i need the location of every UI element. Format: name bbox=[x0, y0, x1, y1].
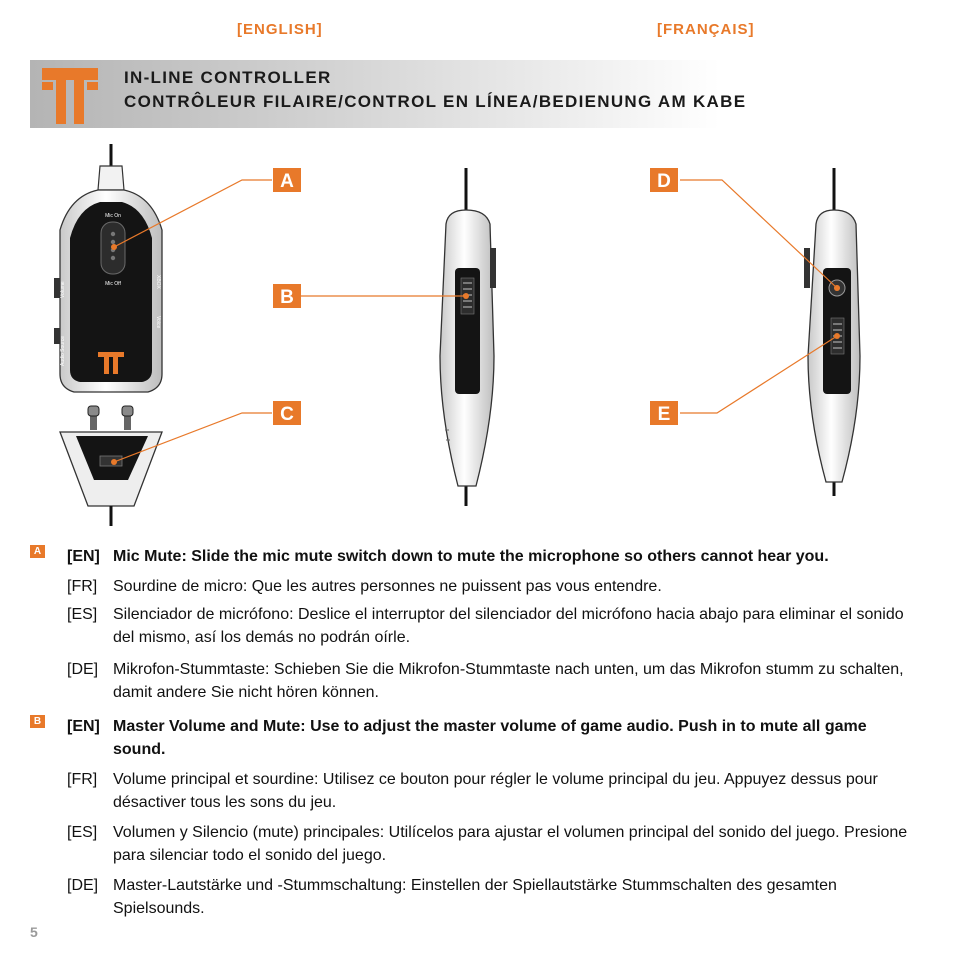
controller-illustration bbox=[0, 130, 954, 530]
entry-text: Volume principal et sourdine: Utilisez ce bouton pour régler le volume principal du jeu. Appuyez dessus pour désactiver tous les sons du jeu. bbox=[113, 771, 878, 811]
page-title: IN-LINE CONTROLLER bbox=[124, 68, 332, 87]
language-label-english: [ENGLISH] bbox=[237, 21, 323, 38]
section-marker-b: B bbox=[30, 715, 45, 728]
entry-text: Volumen y Silencio (mute) principales: Utilícelos para ajustar el volumen principal del sonido del juego. Presione para silenciar todo el sonido del juego. bbox=[113, 824, 908, 864]
language-code: [ES] bbox=[67, 606, 98, 623]
language-code: [DE] bbox=[67, 877, 99, 894]
entry-text: Sourdine de micro: Que les autres personnes ne puissent pas vous entendre. bbox=[113, 578, 662, 595]
svg-text:D: D bbox=[657, 171, 671, 192]
callout-d bbox=[650, 168, 678, 192]
audio-source-label: Audio Source bbox=[60, 335, 66, 366]
mic-on-label: Mic On bbox=[105, 213, 121, 219]
section-marker-a: A bbox=[30, 545, 45, 558]
callout-e bbox=[650, 401, 678, 425]
svg-text:C: C bbox=[280, 404, 294, 425]
svg-text:B: B bbox=[280, 287, 294, 308]
language-code: [ES] bbox=[67, 824, 98, 841]
page-number: 5 bbox=[30, 924, 38, 940]
callout-b bbox=[273, 284, 301, 308]
controller-front-view bbox=[54, 144, 162, 392]
svg-text:A: A bbox=[280, 171, 294, 192]
language-code: [FR] bbox=[67, 771, 98, 788]
callout-c bbox=[273, 401, 301, 425]
mic-off-label: Mic Off bbox=[105, 281, 121, 287]
language-code: [EN] bbox=[67, 718, 100, 735]
page-subtitle: CONTRÔLEUR FILAIRE/CONTROL EN LÍNEA/BEDIENUNG AM KABE bbox=[124, 92, 747, 111]
language-code: [FR] bbox=[67, 578, 98, 595]
entry-text: Silenciador de micrófono: Deslice el interruptor del silenciador del micrófono hacia abajo para eliminar el sonido del mismo, así los demás no podrán oírle. bbox=[113, 606, 904, 646]
section-a bbox=[30, 545, 910, 705]
language-code: [EN] bbox=[67, 548, 100, 565]
entry-text: Mikrofon-Stummtaste: Schieben Sie die Mikrofon-Stummtaste nach unten, um das Mikrofon stumm zu schalten, damit andere Sie nicht hören können. bbox=[113, 661, 904, 701]
section-b bbox=[30, 715, 910, 925]
plug-adapter bbox=[60, 406, 162, 526]
language-label-french: [FRANÇAIS] bbox=[657, 21, 755, 38]
entry-text: Mic Mute: Slide the mic mute switch down to mute the microphone so others cannot hear you. bbox=[113, 548, 829, 565]
svg-text:E: E bbox=[657, 404, 671, 425]
language-code: [DE] bbox=[67, 661, 99, 678]
controller-side-view bbox=[440, 168, 496, 506]
entry-text: Master-Lautstärke und -Stummschaltung: Einstellen der Spiellautstärke Stummschalten des gesamten Spielsounds. bbox=[113, 877, 837, 917]
voice-label: Voice bbox=[155, 316, 161, 329]
brand-logo-icon bbox=[42, 68, 98, 124]
controller-side-view-alt bbox=[804, 168, 860, 496]
entry-text: Master Volume and Mute: Use to adjust the master volume of game audio. Push in to mute all game sound. bbox=[113, 718, 867, 758]
callout-a bbox=[273, 168, 301, 192]
volume-label: Volume bbox=[60, 281, 66, 298]
xbox-label: XBOX bbox=[155, 275, 161, 289]
